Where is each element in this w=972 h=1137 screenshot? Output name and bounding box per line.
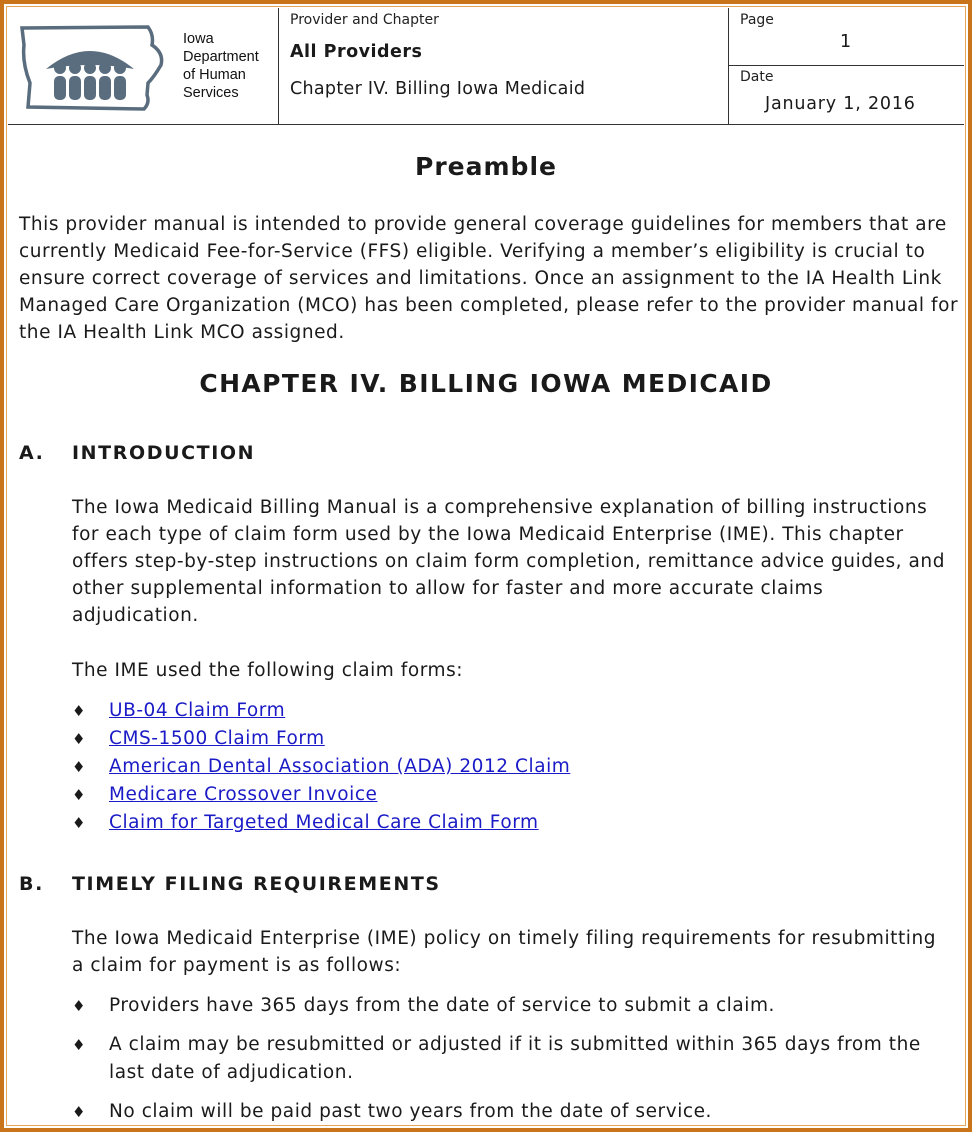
section-title: TIMELY FILING REQUIREMENTS [72,873,441,895]
rule-text: A claim may be resubmitted or adjusted if it is submitted within 365 days from the last date of adjudication. [109,1034,921,1083]
bullet-diamond-icon: ♦ [72,1036,86,1054]
bullet-diamond-icon: ♦ [72,814,86,832]
date-label: Date [740,69,774,85]
rule-text: No claim will be paid past two years from the date of service. [109,1101,712,1122]
ada-claim-link[interactable]: American Dental Association (ADA) 2012 Claim [109,756,571,777]
list-item [72,1031,952,1087]
agency-line: Services [183,85,239,101]
bullet-diamond-icon: ♦ [72,997,86,1015]
list-item [72,992,952,1020]
bullet-diamond-icon: ♦ [72,730,86,748]
preamble-text: This provider manual is intended to provide general coverage guidelines for members that are currently Medicaid Fee-for-Service (FFS) eligible. Verifying a member’s eligibility is crucial to ensure correct coverage of services and limitations. Once an assignment to the IA Health Link Managed Care Organization (MCO) has been completed, please refer to the provider manual for the IA Health Link MCO assigned. [19,214,959,343]
section-a-heading [19,442,255,464]
agency-line: Department [183,49,259,65]
document-header [8,8,964,125]
claim-forms-intro: The IME used the following claim forms: [72,660,464,681]
claim-form-links [72,697,570,837]
page-number: 1 [840,32,852,52]
page-box [729,8,964,66]
section-letter: A. [19,442,45,464]
list-item [72,753,570,781]
intro-paragraph: The Iowa Medicaid Billing Manual is a comprehensive explanation of billing instructions for each type of claim form used by the Iowa Medicaid Enterprise (IME). This chapter offers step-by-step instructions on claim form completion, remittance advice guides, and other supplemental information to allow for faster and more accurate claims adjudication. [72,497,945,626]
preamble-title: Preamble [415,152,557,181]
timely-filing-rules [72,992,952,1137]
list-item [72,781,570,809]
bullet-diamond-icon: ♦ [72,702,86,720]
provider-name: All Providers [290,42,423,62]
agency-name [183,30,259,102]
provider-chapter-cell [279,8,729,124]
provider-chapter-label: Provider and Chapter [290,12,439,28]
list-item [72,697,570,725]
section-letter: B. [19,873,44,895]
bullet-diamond-icon: ♦ [72,786,86,804]
cms1500-link[interactable]: CMS-1500 Claim Form [109,728,325,749]
timely-filing-paragraph: The Iowa Medicaid Enterprise (IME) policy on timely filing requirements for resubmitting a claim for payment is as follows: [72,928,937,976]
chapter-name: Chapter IV. Billing Iowa Medicaid [290,79,586,99]
page-label: Page [740,12,774,28]
ub04-link[interactable]: UB-04 Claim Form [109,700,286,721]
list-item [72,809,570,837]
page-date-cell [729,8,964,124]
rule-text: Providers have 365 days from the date of service to submit a claim. [109,995,775,1016]
agency-cell [8,8,279,124]
list-item [72,1098,952,1126]
medicare-crossover-link[interactable]: Medicare Crossover Invoice [109,784,378,805]
targeted-medical-care-link[interactable]: Claim for Targeted Medical Care Claim Form [109,812,539,833]
iowa-dhs-logo [18,23,168,111]
bullet-diamond-icon: ♦ [72,758,86,776]
chapter-title: CHAPTER IV. BILLING IOWA MEDICAID [199,369,773,398]
section-title: INTRODUCTION [72,442,256,464]
agency-line: Iowa [183,31,214,47]
section-b-heading [19,873,441,895]
list-item [72,725,570,753]
agency-line: of Human [183,67,246,83]
date-value: January 1, 2016 [765,94,916,114]
bullet-diamond-icon: ♦ [72,1103,86,1121]
